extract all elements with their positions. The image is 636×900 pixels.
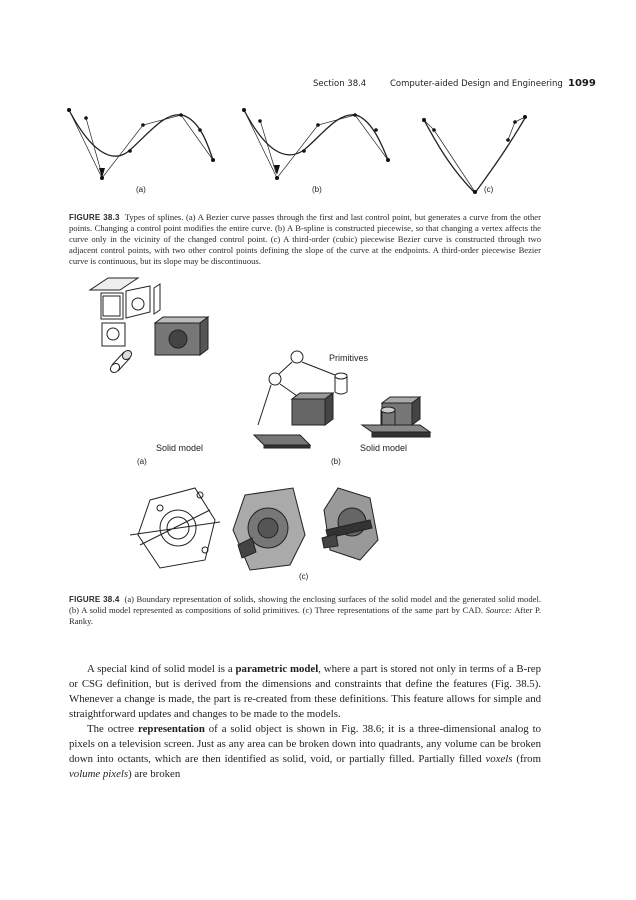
figure-38-3-sublabel-c: (c) — [484, 185, 494, 194]
paragraph-parametric-model — [69, 662, 541, 722]
running-header-section: Section 38.4 — [313, 79, 367, 89]
cad-part-shaded — [233, 488, 305, 570]
figure-38-4-source-text: After P. Ranky. — [69, 605, 541, 626]
figure-38-4-source-label: Source: — [485, 605, 512, 615]
solid-model-block-a — [155, 317, 208, 355]
solid-model-label-b: Solid model — [360, 443, 408, 453]
p2-text-d: ) are broken — [128, 768, 181, 780]
p2-text-c: (from — [512, 753, 541, 765]
cad-part-wireframe — [130, 488, 220, 568]
figure-38-4-caption — [69, 594, 541, 627]
figure-38-4-sublabel-b: (b) — [331, 457, 341, 466]
body-text — [69, 662, 541, 782]
cylinder-primitive-a — [109, 349, 134, 375]
solid-model-label-a: Solid model — [156, 443, 204, 453]
p2-text-b: of a solid object is shown in Fig. 38.6; it is a three-dimensional analog to pixels on a television screen. Just as any area can be broken down into quadrants, any volume can be broken down into octants, which are then identified as solid, void, or partially filled. Partially filled — [69, 723, 541, 765]
paragraph-octree — [69, 722, 541, 782]
primitives-label: Primitives — [329, 353, 369, 363]
figure-38-3-sublabel-a: (a) — [136, 185, 146, 194]
p1-text-b: , where a part is stored not only in terms of a B-rep or CSG definition, but is derived from the dimensions and constraints that define the features (Fig. 38.5). Whenever a change is made, the part is re-created from these definitions. This feature allows for simple and straightforward updates and changes to be made to the models. — [69, 663, 541, 720]
running-header-title: Computer-aided Design and Engineering — [390, 79, 563, 89]
term-volume-pixels: volume pixels — [69, 768, 129, 780]
figure-38-4-label: FIGURE 38.4 — [69, 595, 120, 604]
cad-part-sectioned — [322, 488, 378, 560]
figure-38-4-sublabel-a: (a) — [137, 457, 147, 466]
figure-38-3-caption-text: Types of splines. (a) A Bezier curve passes through the first and last control point, but generates a curve from the other points. Changing a control point modifies the entire curve. (b) A B-spline is constructed piecewise, so that changing a vertex affects the curve only in the vicinity of the changed control point. (c) A third-order (cubic) piecewise Bezier curve is constructed through two adjacent control points, with two other control points defining the slope of the curve at the endpoints. A third-order piecewise Bezier curve is continuous, but its slope may be discontinuous. — [69, 212, 541, 266]
figure-38-3-sublabel-b: (b) — [312, 185, 322, 194]
term-representation: representation — [138, 723, 205, 735]
figure-38-4-sublabel-c: (c) — [299, 572, 309, 581]
figure-38-4-caption-text: (a) Boundary representation of solids, showing the enclosing surfaces of the solid model and the generated solid model. (b) A solid model represented as compositions of solid primitives. (c) Three representations of the same part by CAD. — [69, 594, 541, 615]
p1-text-a: A special kind of solid model is a — [87, 663, 236, 675]
term-parametric-model: parametric model — [235, 663, 319, 675]
page-number: 1099 — [568, 78, 596, 89]
p2-text-a: The octree — [87, 723, 139, 735]
csg-tree-b — [254, 351, 430, 448]
figure-38-3-label: FIGURE 38.3 — [69, 213, 120, 222]
term-voxels: voxels — [485, 753, 513, 765]
